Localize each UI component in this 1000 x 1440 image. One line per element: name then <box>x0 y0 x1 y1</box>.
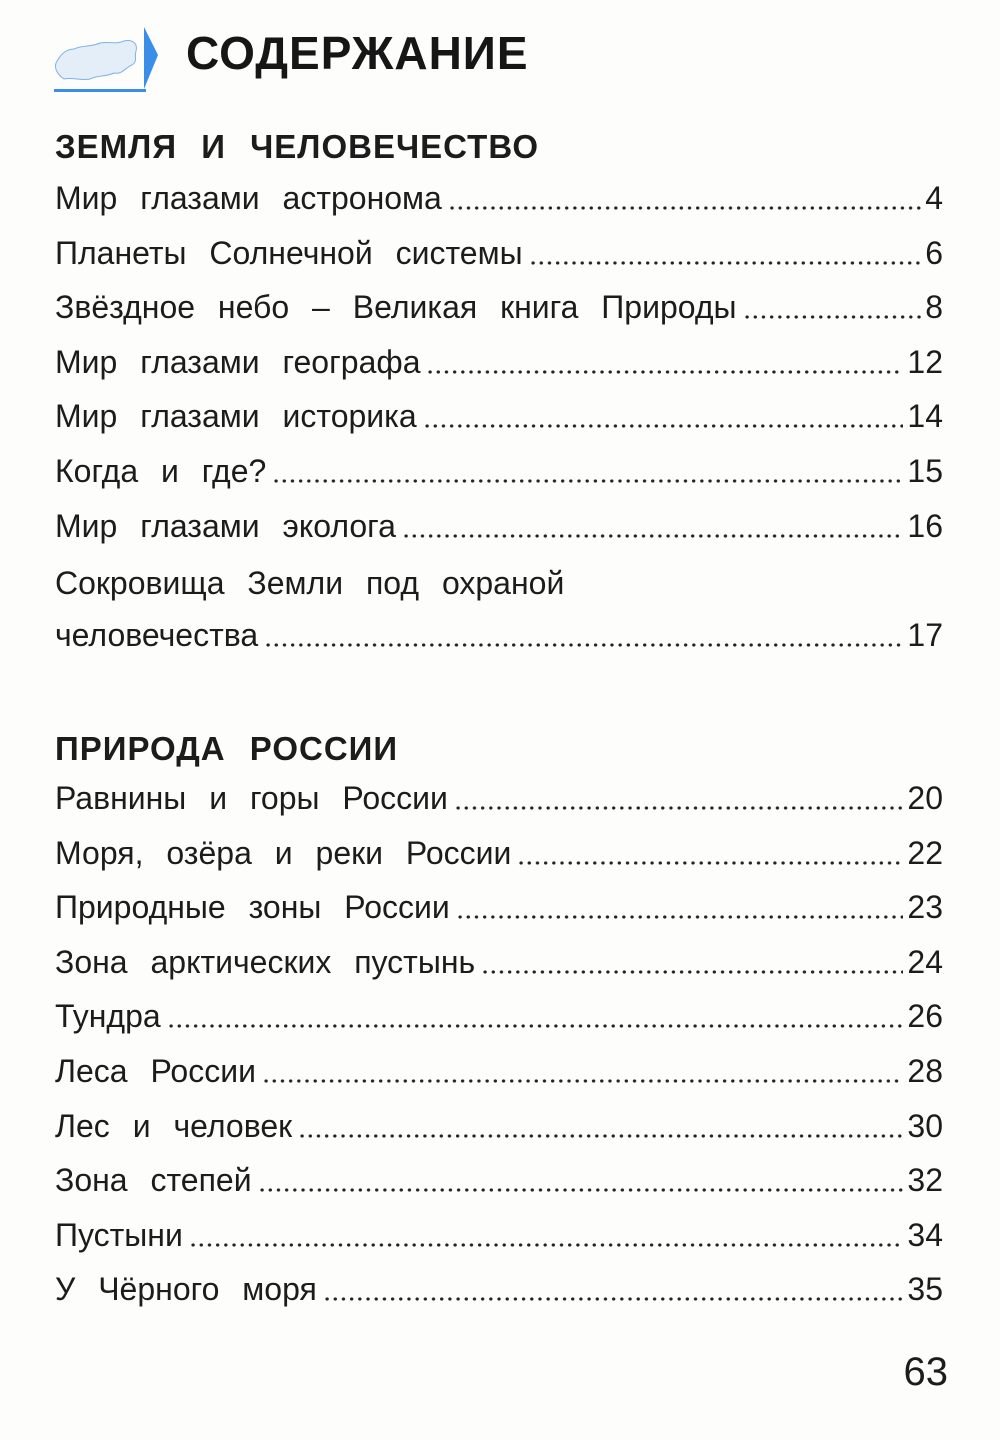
dot-leader <box>264 642 903 648</box>
toc-entry-page: 28 <box>907 1053 943 1089</box>
toc-entry[interactable] <box>55 944 943 984</box>
toc-entry-page: 34 <box>907 1216 943 1253</box>
toc-entry-title: Мир глазами астронома <box>55 180 442 216</box>
toc-entry-title: Тундра <box>55 998 161 1035</box>
toc-entry-page: 4 <box>925 180 943 216</box>
toc-entry-title: Лес и человек <box>55 1107 293 1144</box>
toc-entry[interactable] <box>55 998 943 1038</box>
toc-entry-title: Зона арктических пустынь <box>55 943 476 980</box>
toc-entry-title: Мир глазами географа <box>55 343 421 380</box>
dot-leader <box>517 860 903 866</box>
dot-leader <box>167 1023 904 1029</box>
toc-entry-title: Равнины и горы России <box>55 780 448 816</box>
dot-leader <box>189 1242 904 1248</box>
dot-leader <box>454 805 904 811</box>
toc-entry[interactable] <box>55 453 943 493</box>
toc-entry[interactable] <box>55 1217 943 1257</box>
toc-entry-page: 17 <box>907 616 943 653</box>
header <box>52 24 162 96</box>
toc-entry-title: Леса России <box>55 1053 256 1089</box>
dot-leader <box>448 205 921 211</box>
toc-entry-title: человечества <box>55 616 259 653</box>
dot-leader <box>272 478 903 484</box>
russia-map-icon <box>52 25 162 95</box>
page-title: СОДЕРЖАНИЕ <box>186 27 529 79</box>
toc-entry-page: 8 <box>925 289 943 326</box>
dot-leader <box>743 314 922 320</box>
page-number: 63 <box>903 1350 948 1394</box>
toc-entry-title: У Чёрного моря <box>55 1271 317 1308</box>
dot-leader <box>258 1187 904 1193</box>
toc-entry-page: 6 <box>925 234 943 271</box>
toc-entry-page: 30 <box>907 1107 943 1144</box>
toc-entry-title: Когда и где? <box>55 453 267 489</box>
dot-leader <box>423 423 904 429</box>
toc-entry[interactable] <box>55 889 943 929</box>
toc-entry-page: 23 <box>907 889 943 926</box>
toc-entry-title: Пустыни <box>55 1216 183 1253</box>
toc-entry-page: 20 <box>907 780 943 816</box>
toc-entry-page: 16 <box>907 507 943 544</box>
toc-entry-title: Моря, озёра и реки России <box>55 834 512 871</box>
toc-entry[interactable] <box>55 1271 943 1311</box>
toc-entry-page: 35 <box>907 1271 943 1308</box>
dot-leader <box>456 914 904 920</box>
toc-entry-title: Мир глазами историка <box>55 398 417 435</box>
toc-entry[interactable] <box>55 398 943 438</box>
toc-entry-page: 15 <box>907 453 943 489</box>
toc-entry-title: Планеты Солнечной системы <box>55 234 523 271</box>
toc-entry-page: 24 <box>907 943 943 980</box>
section-heading: ЗЕМЛЯ И ЧЕЛОВЕЧЕСТВО <box>55 128 540 165</box>
toc-entry[interactable] <box>55 508 943 548</box>
toc-entry[interactable] <box>55 289 943 329</box>
toc-entry[interactable] <box>55 617 943 657</box>
toc-entry-page: 22 <box>907 834 943 871</box>
toc-entry-line: Сокровища Земли под охраной <box>55 565 565 602</box>
toc-entry-title: Звёздное небо – Великая книга Природы <box>55 289 737 326</box>
toc-entry-title: Природные зоны России <box>55 889 450 926</box>
toc-entry-title: Зона степей <box>55 1162 252 1199</box>
toc-entry-page: 26 <box>907 998 943 1035</box>
toc-entry-page: 12 <box>907 343 943 380</box>
toc-entry-page: 32 <box>907 1162 943 1199</box>
toc-entry[interactable] <box>55 835 943 875</box>
dot-leader <box>402 533 904 539</box>
toc-entry[interactable] <box>55 1108 943 1148</box>
dot-leader <box>481 969 903 975</box>
toc-entry[interactable] <box>55 1053 943 1093</box>
toc-entry[interactable] <box>55 344 943 384</box>
dot-leader <box>298 1133 903 1139</box>
toc-entry[interactable] <box>55 1162 943 1202</box>
dot-leader <box>262 1078 903 1084</box>
dot-leader <box>323 1296 904 1302</box>
dot-leader <box>529 260 922 266</box>
toc-entry[interactable] <box>55 780 943 820</box>
toc-entry-page: 14 <box>907 398 943 435</box>
dot-leader <box>426 369 903 375</box>
toc-entry-title: Мир глазами эколога <box>55 507 396 544</box>
section-heading: ПРИРОДА РОССИИ <box>55 730 399 767</box>
toc-entry[interactable] <box>55 235 943 275</box>
toc-entry[interactable] <box>55 180 943 220</box>
